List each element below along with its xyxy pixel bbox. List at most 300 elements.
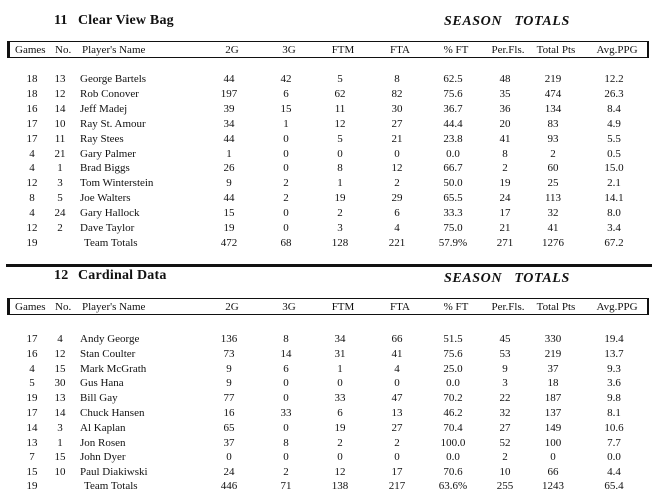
cell-ft-pct: 75.6: [443, 87, 463, 100]
cell-fta: 0: [394, 377, 400, 390]
cell-ft-pct: 0.0: [446, 147, 460, 160]
cell-no: 13: [54, 73, 66, 85]
cell-games: 4: [29, 147, 35, 160]
cell-ftm: 128: [331, 237, 349, 249]
table-row: [0, 422, 660, 437]
col-header-ft-pct: % FT: [443, 44, 469, 56]
cell-games: 19: [26, 392, 38, 405]
cell-two-goals: 44: [223, 192, 235, 205]
cell-personal-fouls: 19: [499, 177, 511, 190]
cell-games: 17: [26, 132, 38, 145]
cell-player-name: Ray Stees: [80, 132, 124, 145]
cell-total-pts: 187: [544, 392, 562, 405]
cell-avg-ppg: 67.2: [604, 237, 624, 249]
cell-games: 17: [26, 333, 38, 345]
cell-avg-ppg: 14.1: [604, 192, 624, 205]
table-row: [0, 88, 660, 103]
cell-fta: 0: [394, 451, 400, 464]
cell-player-name: Team Totals: [84, 237, 138, 249]
cell-fta: 4: [394, 362, 400, 375]
cell-no: 5: [57, 192, 63, 205]
cell-three-goals: 33: [280, 407, 292, 419]
cell-three-goals: 0: [283, 132, 289, 145]
cell-three-goals: 0: [283, 377, 289, 390]
cell-no: 10: [54, 466, 66, 479]
cell-ftm: 5: [337, 73, 343, 85]
cell-personal-fouls: 3: [502, 377, 508, 390]
cell-player-name: Paul Diakiwski: [80, 466, 148, 479]
cell-fta: 8: [394, 73, 400, 85]
cell-ft-pct: 33.3: [443, 207, 463, 220]
cell-player-name: Stan Coulter: [80, 347, 136, 360]
cell-avg-ppg: 5.5: [607, 132, 621, 145]
cell-personal-fouls: 20: [499, 117, 511, 130]
cell-ftm: 1: [337, 362, 343, 375]
cell-player-name: Al Kaplan: [80, 421, 126, 434]
cell-no: 4: [57, 333, 63, 345]
col-header-three-goals: 3G: [282, 301, 296, 313]
cell-games: 7: [29, 451, 35, 464]
table-row: [0, 118, 660, 133]
cell-ftm: 138: [331, 480, 349, 492]
cell-ft-pct: 44.4: [443, 117, 463, 130]
table-row: [0, 333, 660, 348]
cell-no: 12: [54, 87, 66, 100]
cell-two-goals: 37: [223, 436, 235, 449]
cell-ftm: 33: [334, 392, 346, 405]
cell-games: 5: [29, 377, 35, 390]
cell-games: 12: [26, 222, 38, 234]
table-row: [0, 133, 660, 148]
cell-games: 4: [29, 207, 35, 220]
col-header-fta: FTA: [390, 44, 410, 56]
cell-avg-ppg: 8.1: [607, 407, 621, 419]
cell-player-name: Dave Taylor: [80, 222, 135, 234]
cell-player-name: Brad Biggs: [80, 162, 130, 175]
cell-player-name: Gary Palmer: [80, 147, 136, 160]
cell-three-goals: 14: [280, 347, 292, 360]
cell-two-goals: 39: [223, 102, 235, 115]
cell-ftm: 11: [334, 102, 346, 115]
cell-ftm: 62: [334, 87, 346, 100]
cell-personal-fouls: 9: [502, 362, 508, 375]
cell-fta: 82: [391, 87, 403, 100]
cell-ftm: 12: [334, 117, 346, 130]
cell-player-name: Andy George: [80, 333, 140, 345]
table-row: [0, 148, 660, 163]
cell-total-pts: 93: [547, 132, 559, 145]
cell-avg-ppg: 65.4: [604, 480, 624, 492]
cell-avg-ppg: 4.9: [607, 117, 621, 130]
cell-fta: 217: [388, 480, 406, 492]
table-row: [0, 192, 660, 207]
col-header-player-name: Player's Name: [82, 301, 146, 313]
cell-no: 30: [54, 377, 66, 390]
cell-avg-ppg: 0.0: [607, 451, 621, 464]
cell-personal-fouls: 36: [499, 102, 511, 115]
cell-two-goals: 44: [223, 73, 235, 85]
cell-games: 17: [26, 117, 38, 130]
cell-total-pts: 1276: [542, 237, 564, 249]
cell-avg-ppg: 26.3: [604, 87, 624, 100]
cell-three-goals: 2: [283, 466, 289, 479]
table-row: [0, 451, 660, 466]
col-header-no: No.: [55, 301, 72, 313]
cell-fta: 0: [394, 147, 400, 160]
cell-avg-ppg: 19.4: [604, 333, 624, 345]
cell-two-goals: 34: [223, 117, 235, 130]
team-title: [54, 268, 167, 284]
cell-ftm: 1: [337, 177, 343, 190]
cell-no: 14: [54, 407, 66, 419]
cell-player-name: Jon Rosen: [80, 436, 126, 449]
team-name: Clear View Bag: [78, 13, 174, 28]
col-header-two-goals: 2G: [225, 301, 239, 313]
cell-ft-pct: 70.2: [443, 392, 463, 405]
cell-games: 19: [26, 480, 38, 492]
cell-games: 15: [26, 466, 38, 479]
cell-total-pts: 32: [547, 207, 559, 220]
cell-personal-fouls: 2: [502, 451, 508, 464]
cell-personal-fouls: 271: [496, 237, 514, 249]
cell-ftm: 12: [334, 466, 346, 479]
cell-total-pts: 60: [547, 162, 559, 175]
team-number: 11: [54, 13, 68, 28]
cell-ft-pct: 70.6: [443, 466, 463, 479]
cell-ft-pct: 51.5: [443, 333, 463, 345]
cell-two-goals: 44: [223, 132, 235, 145]
cell-games: 8: [29, 192, 35, 205]
cell-avg-ppg: 3.6: [607, 377, 621, 390]
cell-avg-ppg: 8.0: [607, 207, 621, 220]
table-row: [0, 222, 660, 237]
cell-fta: 2: [394, 436, 400, 449]
col-header-fta: FTA: [390, 301, 410, 313]
cell-ftm: 34: [334, 333, 346, 345]
col-header-avg-ppg: Avg.PPG: [596, 301, 638, 313]
cell-total-pts: 474: [544, 87, 562, 100]
team-totals-row: [0, 480, 660, 495]
cell-no: 12: [54, 347, 66, 360]
cell-ft-pct: 66.7: [443, 162, 463, 175]
cell-no: 3: [57, 421, 63, 434]
col-header-total-pts: Total Pts: [536, 301, 576, 313]
cell-three-goals: 1: [283, 117, 289, 130]
cell-no: 14: [54, 102, 66, 115]
cell-avg-ppg: 8.4: [607, 102, 621, 115]
cell-total-pts: 83: [547, 117, 559, 130]
cell-ft-pct: 0.0: [446, 451, 460, 464]
cell-total-pts: 149: [544, 421, 562, 434]
cell-two-goals: 73: [223, 347, 235, 360]
cell-ftm: 2: [337, 207, 343, 220]
cell-avg-ppg: 0.5: [607, 147, 621, 160]
cell-fta: 6: [394, 207, 400, 220]
cell-ftm: 6: [337, 407, 343, 419]
col-header-player-name: Player's Name: [82, 44, 146, 56]
cell-ft-pct: 65.5: [443, 192, 463, 205]
cell-personal-fouls: 255: [496, 480, 514, 492]
cell-total-pts: 1243: [542, 480, 564, 492]
cell-no: 2: [57, 222, 63, 234]
cell-games: 4: [29, 162, 35, 175]
cell-no: 1: [57, 436, 63, 449]
cell-total-pts: 0: [550, 451, 556, 464]
cell-ft-pct: 0.0: [446, 377, 460, 390]
cell-fta: 4: [394, 222, 400, 234]
cell-avg-ppg: 15.0: [604, 162, 624, 175]
cell-three-goals: 2: [283, 177, 289, 190]
cell-ftm: 0: [337, 451, 343, 464]
cell-three-goals: 2: [283, 192, 289, 205]
column-header-row: [7, 298, 649, 315]
col-header-two-goals: 2G: [225, 44, 239, 56]
cell-ftm: 19: [334, 421, 346, 434]
cell-games: 18: [26, 87, 38, 100]
cell-total-pts: 100: [544, 436, 562, 449]
cell-fta: 30: [391, 102, 403, 115]
col-header-avg-ppg: Avg.PPG: [596, 44, 638, 56]
col-header-ftm: FTM: [331, 301, 355, 313]
cell-total-pts: 66: [547, 466, 559, 479]
cell-three-goals: 8: [283, 436, 289, 449]
cell-personal-fouls: 10: [499, 466, 511, 479]
cell-two-goals: 26: [223, 162, 235, 175]
cell-fta: 2: [394, 177, 400, 190]
cell-personal-fouls: 45: [499, 333, 511, 345]
cell-player-name: Rob Conover: [80, 87, 139, 100]
cell-player-name: Ray St. Amour: [80, 117, 146, 130]
cell-three-goals: 71: [280, 480, 292, 492]
table-row: [0, 466, 660, 481]
table-row: [0, 392, 660, 407]
col-header-personal-fouls: Per.Fls.: [491, 44, 525, 56]
season-totals-label: SEASON TOTALS: [444, 271, 570, 286]
cell-total-pts: 330: [544, 333, 562, 345]
cell-fta: 221: [388, 237, 406, 249]
table-row: [0, 162, 660, 177]
table-row: [0, 177, 660, 192]
cell-personal-fouls: 53: [499, 347, 511, 360]
table-row: [0, 73, 660, 88]
cell-total-pts: 219: [544, 73, 562, 85]
cell-games: 19: [26, 237, 38, 249]
cell-total-pts: 137: [544, 407, 562, 419]
col-header-no: No.: [55, 44, 72, 56]
cell-ft-pct: 75.6: [443, 347, 463, 360]
cell-personal-fouls: 48: [499, 73, 511, 85]
cell-player-name: Gus Hana: [80, 377, 124, 390]
cell-player-name: John Dyer: [80, 451, 126, 464]
col-header-three-goals: 3G: [282, 44, 296, 56]
table-row: [0, 103, 660, 118]
column-header-row: [7, 41, 649, 58]
cell-three-goals: 0: [283, 162, 289, 175]
cell-personal-fouls: 8: [502, 147, 508, 160]
cell-ftm: 0: [337, 377, 343, 390]
cell-three-goals: 68: [280, 237, 292, 249]
team-name: Cardinal Data: [78, 268, 167, 283]
cell-total-pts: 18: [547, 377, 559, 390]
cell-two-goals: 9: [226, 177, 232, 190]
cell-total-pts: 113: [544, 192, 562, 205]
cell-no: 10: [54, 117, 66, 130]
cell-personal-fouls: 27: [499, 421, 511, 434]
section-divider: [6, 264, 652, 267]
cell-player-name: Jeff Madej: [80, 102, 128, 115]
col-header-ft-pct: % FT: [443, 301, 469, 313]
table-row: [0, 437, 660, 452]
cell-personal-fouls: 35: [499, 87, 511, 100]
cell-ft-pct: 36.7: [443, 102, 463, 115]
table-row: [0, 363, 660, 378]
cell-total-pts: 134: [544, 102, 562, 115]
cell-ft-pct: 23.8: [443, 132, 463, 145]
cell-avg-ppg: 13.7: [604, 347, 624, 360]
cell-player-name: Tom Winterstein: [80, 177, 154, 190]
cell-ftm: 8: [337, 162, 343, 175]
cell-no: 13: [54, 392, 66, 405]
cell-two-goals: 136: [220, 333, 238, 345]
col-header-total-pts: Total Pts: [536, 44, 576, 56]
cell-no: 24: [54, 207, 66, 220]
cell-three-goals: 0: [283, 451, 289, 464]
cell-three-goals: 0: [283, 207, 289, 220]
cell-two-goals: 65: [223, 421, 235, 434]
cell-fta: 17: [391, 466, 403, 479]
cell-ft-pct: 75.0: [443, 222, 463, 234]
cell-two-goals: 15: [223, 207, 235, 220]
cell-two-goals: 472: [220, 237, 238, 249]
cell-no: 11: [54, 132, 66, 145]
cell-fta: 21: [391, 132, 403, 145]
cell-three-goals: 0: [283, 392, 289, 405]
cell-total-pts: 25: [547, 177, 559, 190]
cell-three-goals: 0: [283, 421, 289, 434]
cell-total-pts: 41: [547, 222, 559, 234]
cell-ft-pct: 25.0: [443, 362, 463, 375]
cell-no: 3: [57, 177, 63, 190]
cell-ftm: 0: [337, 147, 343, 160]
cell-fta: 27: [391, 421, 403, 434]
cell-player-name: George Bartels: [80, 73, 147, 85]
cell-two-goals: 1: [226, 147, 232, 160]
cell-ft-pct: 50.0: [443, 177, 463, 190]
cell-games: 16: [26, 102, 38, 115]
cell-player-name: Mark McGrath: [80, 362, 147, 375]
cell-avg-ppg: 7.7: [607, 436, 621, 449]
cell-total-pts: 2: [550, 147, 556, 160]
col-header-games: Games: [15, 301, 46, 313]
cell-no: 1: [57, 162, 63, 175]
cell-ft-pct: 63.6%: [438, 480, 468, 492]
cell-three-goals: 0: [283, 147, 289, 160]
cell-three-goals: 0: [283, 222, 289, 234]
cell-fta: 12: [391, 162, 403, 175]
cell-player-name: Team Totals: [84, 480, 138, 492]
cell-two-goals: 9: [226, 362, 232, 375]
cell-personal-fouls: 32: [499, 407, 511, 419]
team-number: 12: [54, 268, 69, 283]
cell-ftm: 19: [334, 192, 346, 205]
cell-fta: 29: [391, 192, 403, 205]
cell-two-goals: 24: [223, 466, 235, 479]
cell-games: 13: [26, 436, 38, 449]
col-header-ftm: FTM: [331, 44, 355, 56]
cell-avg-ppg: 4.4: [607, 466, 621, 479]
season-totals-label: SEASON TOTALS: [444, 14, 570, 29]
team-totals-row: [0, 237, 660, 252]
cell-three-goals: 15: [280, 102, 292, 115]
cell-personal-fouls: 52: [499, 436, 511, 449]
cell-games: 16: [26, 347, 38, 360]
cell-ftm: 5: [337, 132, 343, 145]
cell-ftm: 31: [334, 347, 346, 360]
col-header-games: Games: [15, 44, 46, 56]
cell-player-name: Joe Walters: [80, 192, 131, 205]
cell-avg-ppg: 9.8: [607, 392, 621, 405]
cell-games: 14: [26, 421, 38, 434]
cell-personal-fouls: 17: [499, 207, 511, 220]
table-row: [0, 407, 660, 422]
cell-total-pts: 219: [544, 347, 562, 360]
cell-two-goals: 197: [220, 87, 238, 100]
cell-three-goals: 42: [280, 73, 292, 85]
cell-fta: 27: [391, 117, 403, 130]
cell-ft-pct: 62.5: [443, 73, 463, 85]
cell-games: 18: [26, 73, 38, 85]
cell-three-goals: 6: [283, 87, 289, 100]
cell-no: 21: [54, 147, 66, 160]
table-row: [0, 377, 660, 392]
cell-ft-pct: 70.4: [443, 421, 463, 434]
cell-personal-fouls: 22: [499, 392, 511, 405]
cell-two-goals: 9: [226, 377, 232, 390]
cell-ftm: 2: [337, 436, 343, 449]
cell-two-goals: 446: [220, 480, 238, 492]
cell-personal-fouls: 2: [502, 162, 508, 175]
cell-two-goals: 19: [223, 222, 235, 234]
cell-two-goals: 16: [223, 407, 235, 419]
cell-ft-pct: 46.2: [443, 407, 463, 419]
cell-games: 17: [26, 407, 38, 419]
cell-fta: 47: [391, 392, 403, 405]
cell-ft-pct: 57.9%: [438, 237, 468, 249]
cell-two-goals: 77: [223, 392, 235, 405]
col-header-personal-fouls: Per.Fls.: [491, 301, 525, 313]
table-row: [0, 207, 660, 222]
cell-two-goals: 0: [226, 451, 232, 464]
cell-player-name: Bill Gay: [80, 392, 118, 405]
cell-fta: 66: [391, 333, 403, 345]
cell-fta: 41: [391, 347, 403, 360]
cell-games: 12: [26, 177, 38, 190]
cell-avg-ppg: 3.4: [607, 222, 621, 234]
cell-avg-ppg: 10.6: [604, 421, 624, 434]
cell-personal-fouls: 24: [499, 192, 511, 205]
cell-personal-fouls: 21: [499, 222, 511, 234]
cell-avg-ppg: 12.2: [604, 73, 624, 85]
cell-avg-ppg: 2.1: [607, 177, 621, 190]
cell-no: 15: [54, 362, 66, 375]
cell-ft-pct: 100.0: [440, 436, 466, 449]
cell-player-name: Chuck Hansen: [80, 407, 145, 419]
cell-no: 15: [54, 451, 66, 464]
cell-three-goals: 6: [283, 362, 289, 375]
cell-three-goals: 8: [283, 333, 289, 345]
cell-total-pts: 37: [547, 362, 559, 375]
cell-player-name: Gary Hallock: [80, 207, 140, 220]
